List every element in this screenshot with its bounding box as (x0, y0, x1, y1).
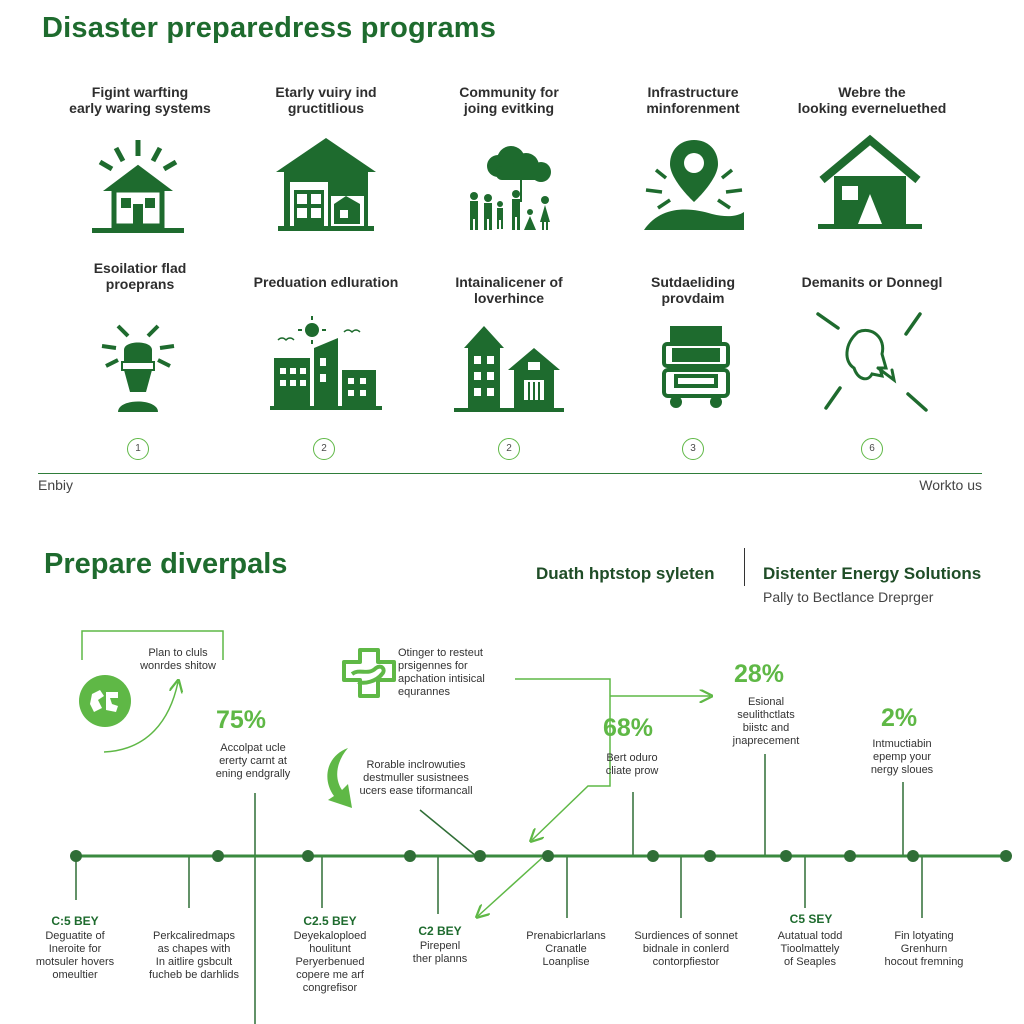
stat-label: Accolpat ucle ererty carnt at ening endgrally (215, 742, 291, 780)
program-title: Demanits or Donnegl (801, 274, 943, 290)
event-description: Deguatite of Ineroite for motsuler hovers omeultier (35, 930, 115, 981)
stat-label: Esional seulithctlats biistc and jnaprecement (732, 696, 800, 747)
event-title: C2.5 BEY (303, 914, 357, 928)
event-description: Perkcaliredmaps as chapes with In aitlire gsbcult fucheb be darhlids (149, 930, 239, 981)
hands-cross-icon (340, 646, 398, 700)
program-title: Preduation edluration (253, 274, 399, 290)
stat-value: 28% (734, 660, 785, 688)
stat-label: Intmuctiabin epemp your nergy sloues (870, 738, 934, 776)
program-title: Infrastructure minforenment (646, 84, 740, 116)
program-title: Sutdaeliding provdaim (651, 274, 735, 306)
stat-value: 2% (881, 704, 918, 732)
step-number: 2 (498, 438, 520, 460)
stat-value: 75% (216, 706, 267, 734)
green-badge-icon (78, 674, 132, 728)
event-description: Deyekaloploed houlitunt Peryerbenued copere me arf congrefisor (293, 930, 367, 994)
footer-link[interactable]: Workto us (919, 477, 982, 493)
event-description: Autatual todd Tioolmattely of Seaples (777, 930, 843, 968)
event-title: C2 BEY (418, 924, 462, 938)
footer-left-text: Enbiy (38, 477, 74, 493)
program-title: Webre the looking everneluethed (797, 84, 947, 116)
note-text: Otinger to resteut prsigennes for apchation intisical equrannes (398, 647, 485, 698)
section-title: Prepare diverpals (44, 548, 288, 580)
step-number: 1 (127, 438, 149, 460)
event-description: Fin lotyating Grenhurn hocout fremning (884, 930, 964, 968)
subheading: Duath hptstop syleten (536, 564, 715, 583)
event-description: Prenabicrlarlans Cranatle Loanplise (526, 930, 606, 968)
subheading: Distenter Energy Solutions (763, 564, 982, 583)
program-title: Figint warfting early waring systems (69, 84, 211, 116)
program-title: Etarly vuiry ind gructitlious (275, 84, 377, 116)
event-title: C5 SEY (789, 912, 833, 926)
event-description: Surdiences of sonnet bidnale in conlerd contorpfiestor (634, 930, 738, 968)
subheading-caption: Pally to Bectlance Dreprger (763, 589, 934, 605)
program-title: Community for joing evitking (459, 84, 559, 116)
step-number: 6 (861, 438, 883, 460)
event-title: C:5 BEY (51, 914, 99, 928)
step-number: 3 (682, 438, 704, 460)
stat-label: Bert oduro cliate prow (605, 752, 659, 777)
program-title: Esoilatior flad proeprans (93, 260, 187, 292)
event-description: Pirepenl ther planns (412, 940, 468, 965)
stat-value: 68% (603, 714, 654, 742)
note-text: Plan to cluls wonrdes shitow (140, 647, 216, 672)
program-title: Intainalicener of loverhince (455, 274, 563, 306)
note-text: Rorable inclrowuties destmuller susistnees ucers ease tiformancall (359, 759, 473, 797)
step-number: 2 (313, 438, 335, 460)
page-title: Disaster preparedress programs (42, 12, 497, 44)
